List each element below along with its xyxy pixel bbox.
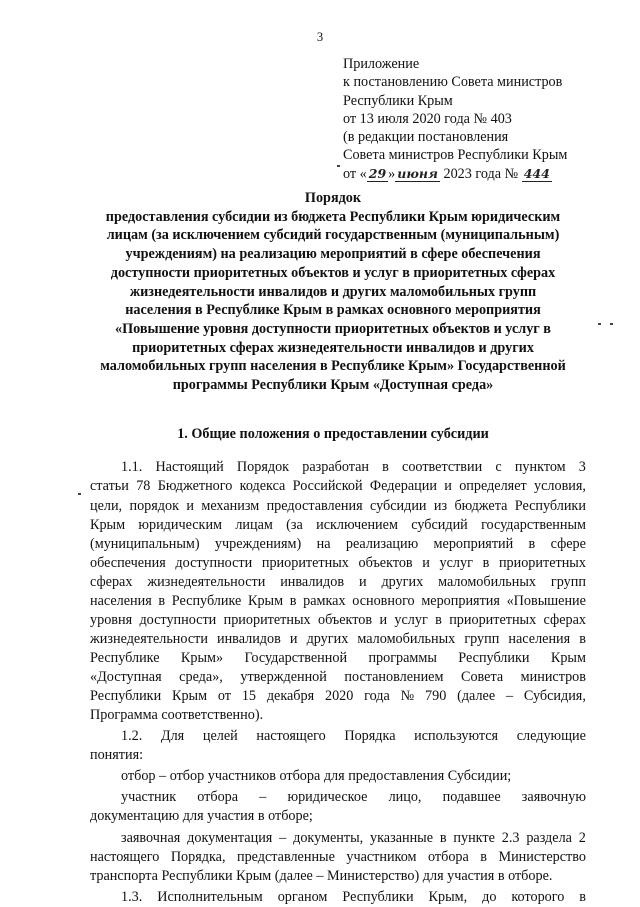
paragraph-line	[90, 554, 586, 573]
word: Крым	[550, 650, 586, 666]
word: на	[316, 536, 331, 552]
word: маломобильных	[357, 631, 456, 647]
word: жизнедеятельности	[147, 574, 266, 590]
word: населения	[508, 631, 571, 647]
word: инвалидов	[217, 631, 281, 647]
section-title: 1. Общие положения о предоставлении субсидии	[177, 426, 489, 442]
word: услуг	[439, 555, 473, 571]
title-line: населения в Республике Крым в рамках основного мероприятия	[125, 302, 541, 319]
word: Для	[160, 728, 185, 744]
paragraph-line	[90, 573, 586, 592]
title-line: доступности приоритетных объектов и услуг в приоритетных сферах	[110, 264, 556, 281]
title-line: учреждениям) на реализацию мероприятий в сфере обеспечения	[125, 246, 541, 263]
word: Федерации	[369, 478, 437, 494]
word: обеспечения	[90, 555, 166, 571]
word: бюджета	[454, 498, 508, 514]
annex-line: (в редакции постановления	[343, 129, 509, 146]
word: 78	[136, 478, 151, 494]
paragraph-line	[121, 767, 586, 786]
annex-date-prefix: от «	[343, 165, 367, 182]
paragraph-line	[90, 477, 586, 496]
word: –	[259, 789, 267, 805]
word: до	[482, 889, 497, 905]
word: сферах	[90, 574, 133, 590]
paragraph-line	[121, 727, 586, 746]
word: 2	[578, 830, 586, 846]
word: постановлением	[344, 669, 444, 685]
word: Государственной	[244, 650, 348, 666]
word: и	[379, 612, 388, 628]
title-line: программы Республики Крым «Доступная среда»	[172, 377, 494, 394]
word: уровня	[90, 612, 133, 628]
word: Республики	[342, 889, 414, 905]
word: жизнедеятельности	[90, 631, 208, 647]
title-line: «Повышение уровня доступности приоритетных объектов и услуг в	[115, 320, 551, 337]
word: и	[444, 478, 452, 494]
word: субсидии	[369, 498, 427, 514]
annex-line: Приложение	[343, 56, 420, 72]
word: Субсидия,	[523, 688, 586, 704]
word: Российской	[292, 478, 363, 494]
word: №	[400, 688, 415, 704]
word: (за	[286, 517, 303, 533]
word: Бюджетного	[157, 478, 233, 494]
paragraph-line	[90, 611, 586, 630]
word: субсидий	[411, 517, 468, 533]
paragraph-line	[90, 516, 586, 535]
word: доступности	[175, 555, 253, 571]
word: и	[186, 498, 194, 514]
word: мероприятий	[433, 536, 514, 552]
word: Настоящий	[155, 459, 224, 475]
word: услуг	[394, 612, 428, 628]
text-line: транспорта Республики Крым (далее – Министерство) для участия в отборе.	[90, 868, 553, 884]
word: в	[482, 555, 490, 571]
word: населения	[90, 593, 152, 609]
word: 1.1.	[121, 459, 143, 475]
word: участником	[346, 849, 417, 865]
word: и	[289, 631, 298, 647]
paragraph-line	[90, 867, 586, 886]
word: 2020	[324, 688, 354, 704]
paragraph-line	[90, 807, 586, 826]
word: отбора	[428, 849, 469, 865]
word: (муниципальным)	[90, 536, 200, 552]
word: лицам	[235, 517, 273, 533]
word: приоритетных	[498, 555, 586, 571]
word: с	[495, 459, 502, 475]
word: Министерство	[498, 849, 586, 865]
word: в	[439, 830, 447, 846]
word: и	[358, 574, 367, 590]
handwritten-day: 29	[368, 165, 387, 181]
word: пунктом	[514, 459, 566, 475]
word: рамках	[303, 593, 346, 609]
paragraph-line	[90, 668, 586, 687]
title-line: лицам (за исключением субсидий государственным (муниципальным)	[106, 227, 560, 244]
word: Республики	[458, 650, 530, 666]
word: в	[528, 536, 536, 552]
word: министров	[520, 669, 586, 685]
word: 15	[241, 688, 256, 704]
paragraph-line	[90, 687, 586, 706]
word: пункте	[453, 830, 495, 846]
word: Порядок	[236, 459, 290, 475]
word: Порядка,	[170, 849, 226, 865]
word: Республике	[171, 593, 242, 609]
page-number: 3	[316, 30, 324, 44]
word: –	[505, 688, 514, 704]
word: мероприятия	[421, 593, 500, 609]
word: Крым»	[180, 650, 224, 666]
paragraph-line	[90, 746, 586, 765]
word: объектов	[317, 612, 373, 628]
word: Исполнительным	[157, 889, 263, 905]
word: в	[480, 849, 487, 865]
word: представленные	[236, 849, 335, 865]
word: года	[364, 688, 390, 704]
paragraph-line	[90, 592, 586, 611]
annex-line: от 13 июля 2020 года № 403	[343, 110, 512, 127]
paragraph-line	[90, 848, 586, 867]
word: приоритетных	[261, 555, 349, 571]
word: Республики	[90, 688, 162, 704]
word: 1.2.	[121, 728, 143, 744]
word: программы	[368, 650, 437, 666]
annex-block	[343, 55, 567, 183]
title-line: жизнедеятельности инвалидов и других маломобильных групп	[129, 283, 537, 300]
word: маломобильных	[438, 574, 536, 590]
word: условия,	[534, 478, 586, 494]
scan-mark	[78, 493, 81, 495]
word: заявочную	[521, 789, 586, 805]
word: –	[279, 830, 287, 846]
word: используются	[414, 728, 499, 744]
word: учреждениям)	[214, 536, 302, 552]
word: следующие	[516, 728, 586, 744]
paragraph-line	[90, 706, 586, 725]
paragraph-line	[90, 535, 586, 554]
word: (далее	[457, 688, 496, 704]
word: подавшее	[442, 789, 501, 805]
word: Крым	[90, 517, 126, 533]
word: «Повышение	[506, 593, 586, 609]
word: документы,	[293, 830, 364, 846]
word: отбора	[197, 789, 239, 805]
word: разработан	[302, 459, 370, 475]
word: юридическим	[138, 517, 223, 533]
word: в	[435, 612, 442, 628]
word: документация	[187, 830, 273, 846]
text-line: отбор – отбор участников отбора для предоставления Субсидии;	[121, 768, 512, 784]
paragraph-line	[121, 888, 586, 907]
word: Порядка	[344, 728, 396, 744]
word: целей	[202, 728, 238, 744]
word: Крым	[172, 688, 208, 704]
word: настоящего	[256, 728, 326, 744]
word: сферах	[543, 612, 586, 628]
word: декабря	[266, 688, 315, 704]
word: в	[382, 459, 389, 475]
word: других	[381, 574, 424, 590]
paragraph-line	[90, 497, 586, 516]
annex-date-line: от « 29 » июня 2023 года № 444	[343, 165, 550, 182]
word: в	[579, 631, 586, 647]
word: определяет	[459, 478, 527, 494]
word: от	[217, 688, 231, 704]
word: 790	[425, 688, 447, 704]
document-title	[72, 189, 594, 395]
word: раздела	[526, 830, 572, 846]
word: статьи	[90, 478, 129, 494]
handwritten-number: 444	[523, 165, 550, 181]
word: приоритетных	[449, 612, 537, 628]
word: предоставления	[266, 498, 363, 514]
word: групп	[550, 574, 586, 590]
word: Совета	[460, 669, 504, 685]
annex-date-year: 2023 года №	[443, 165, 519, 182]
annex-line: Республики Крым	[343, 92, 453, 109]
title-line: предоставления субсидии из бюджета Республики Крым юридическим	[105, 208, 561, 225]
word: других	[306, 631, 349, 647]
title-line: маломобильных групп населения в Республике Крым» Государственной	[100, 358, 566, 375]
word: утвержденной	[240, 669, 327, 685]
word: среда»,	[179, 669, 223, 685]
word: Республике	[90, 650, 160, 666]
word: механизм	[201, 498, 260, 514]
word: 1.3.	[121, 889, 143, 905]
word: сфере	[550, 536, 586, 552]
word: 3	[578, 459, 586, 475]
text-line: Программа соответственно).	[90, 707, 264, 723]
word: Крым	[248, 593, 284, 609]
word: цели,	[90, 498, 123, 514]
word: доступности	[139, 612, 217, 628]
paragraph-line	[121, 788, 586, 807]
word: настоящего	[90, 849, 160, 865]
word: групп	[464, 631, 500, 647]
word: государственным	[481, 517, 586, 533]
paragraph-line	[121, 458, 586, 477]
handwritten-month: июня	[397, 165, 438, 181]
word: участник	[121, 789, 177, 805]
word: в	[579, 889, 586, 905]
word: лицо,	[388, 789, 422, 805]
word: соответствии	[402, 459, 483, 475]
word: порядок	[129, 498, 179, 514]
word: которого	[511, 889, 565, 905]
annex-line: Совета министров Республики Крым	[343, 147, 568, 164]
scan-mark	[610, 323, 613, 325]
word: Республики	[514, 498, 586, 514]
text-line: документацию для участия в отборе;	[90, 808, 313, 824]
word: приоритетных	[223, 612, 311, 628]
word: из	[433, 498, 448, 514]
title-line: приоритетных сферах жизнедеятельности инвалидов и других	[132, 339, 534, 356]
paragraph-line	[90, 630, 586, 649]
word: кодекса	[239, 478, 286, 494]
word: заявочная	[121, 830, 181, 846]
word: инвалидов	[280, 574, 345, 590]
word: «Доступная	[90, 669, 162, 685]
scan-mark	[598, 323, 601, 325]
word: реализацию	[345, 536, 419, 552]
paragraph-line	[121, 829, 586, 848]
text-line: понятия:	[90, 747, 144, 763]
word: основного	[352, 593, 415, 609]
word: и	[422, 555, 430, 571]
annex-line: к постановлению Совета министров	[343, 74, 563, 91]
word: Крым,	[428, 889, 468, 905]
word: указанные	[370, 830, 434, 846]
word: в	[289, 593, 297, 609]
word: исключением	[316, 517, 398, 533]
word: объектов	[358, 555, 413, 571]
word: 2.3	[501, 830, 520, 846]
paragraph-line	[90, 649, 586, 668]
title-heading: Порядок	[304, 190, 362, 206]
word: юридическое	[287, 789, 368, 805]
scan-mark	[337, 165, 340, 167]
word: в	[158, 593, 166, 609]
word: органом	[277, 889, 328, 905]
